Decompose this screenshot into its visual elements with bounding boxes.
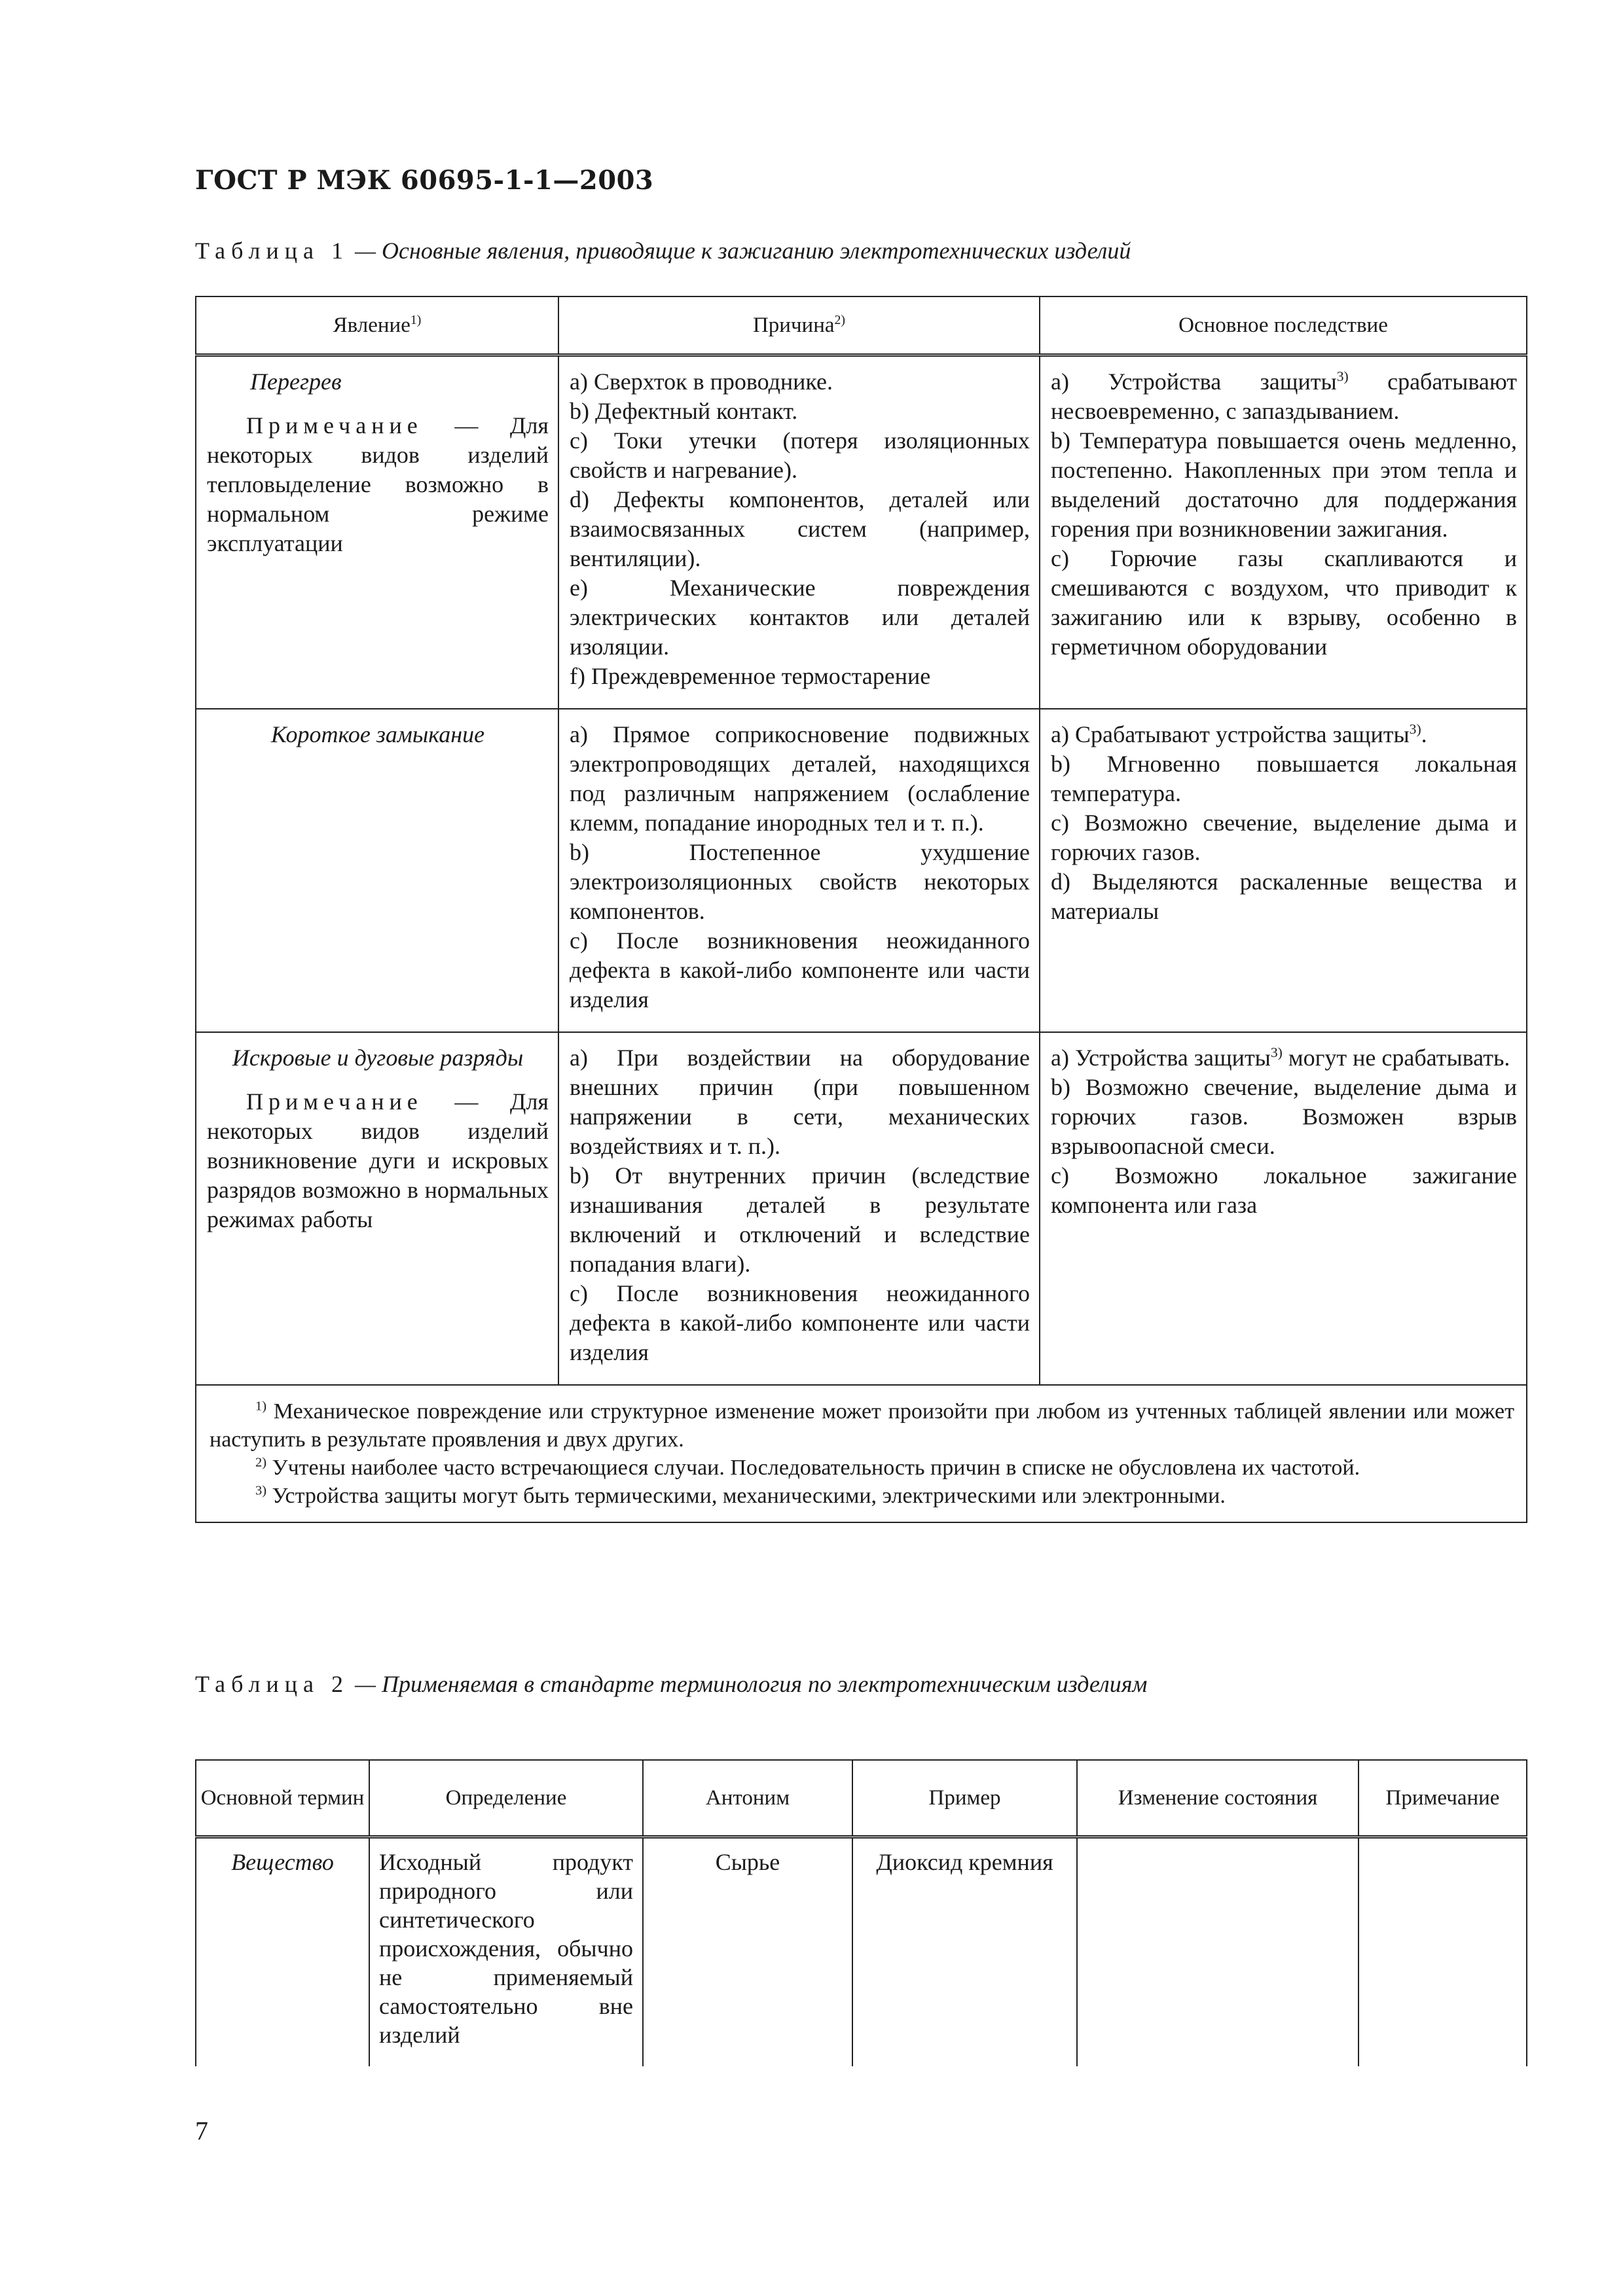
table1-caption-label: Таблица 1	[195, 238, 349, 264]
table-row	[196, 1837, 1527, 2067]
term-cell: Вещество	[196, 1837, 369, 2067]
cause-item: b) От внутренних причин (вследствие изнашивания деталей в результате включений и отключений и вследствие попадания влаги).	[570, 1162, 1030, 1277]
table1	[195, 296, 1527, 1523]
consequence-item: c) Горючие газы скапливаются и смешиваются с воздухом, что приводит к зажиганию или к взрыву, особенно в герметичном оборудовании	[1051, 545, 1517, 660]
table2	[195, 1759, 1527, 2066]
table2-caption-label: Таблица 2	[195, 1671, 349, 1697]
phenomenon-cell	[196, 709, 558, 1032]
document-header: ГОСТ Р МЭК 60695-1-1—2003	[195, 165, 654, 196]
table1-footnotes	[196, 1385, 1527, 1522]
table2-header-example: Пример	[852, 1760, 1077, 1837]
table2-header-antonym: Антоним	[643, 1760, 852, 1837]
cause-item: a) Сверхток в проводнике.	[570, 368, 833, 395]
table2-header-term: Основной термин	[196, 1760, 369, 1837]
phenomenon-cell	[196, 1032, 558, 1385]
phenomenon-cell	[196, 355, 558, 709]
consequence-cell	[1040, 1032, 1527, 1385]
table2-caption-title: — Применяемая в стандарте терминология по электротехническим изделиям	[348, 1671, 1148, 1697]
phenomenon-name: Короткое замыкание	[270, 721, 485, 747]
consequence-item: c) Возможно свечение, выделение дыма и горючих газов.	[1051, 810, 1517, 865]
table2-header-state-change: Изменение состояния	[1077, 1760, 1359, 1837]
cause-cell	[558, 355, 1040, 709]
consequence-item: b) Мгновенно повышается локальная температура.	[1051, 751, 1517, 806]
cause-item: d) Дефекты компонентов, деталей или взаимосвязанных систем (например, вентиляции).	[570, 486, 1030, 571]
phenomenon-note: Примечание — Для некоторых видов изделий тепловыделение возможно в нормальном режиме эксплуатации	[207, 412, 549, 556]
cause-item: f) Преждевременное термостарение	[570, 663, 931, 689]
table-row	[196, 1032, 1527, 1385]
table1-footnotes-row	[196, 1385, 1527, 1522]
cause-item: a) Прямое соприкосновение подвижных электропроводящих деталей, находящихся под различным напряжением (ослабление клемм, попадание инородных тел и т. п.).	[570, 721, 1030, 836]
page-number: 7	[195, 2116, 208, 2145]
definition-cell: Исходный продукт природного или синтетического происхождения, обычно не применяемый самостоятельно вне изделий	[369, 1837, 643, 2067]
consequence-cell	[1040, 355, 1527, 709]
phenomenon-name: Перегрев	[250, 368, 342, 395]
table1-caption	[195, 237, 1131, 264]
consequence-cell	[1040, 709, 1527, 1032]
footnote: $^{3)}$ Устройства защиты могут быть термическими, механическими, электрическими или электронными.	[255, 1483, 1226, 1508]
table1-header-phenomenon: Явление$^{1)}$	[196, 296, 558, 355]
table2-header-definition: Определение	[369, 1760, 643, 1837]
consequence-item: c) Возможно локальное зажигание компонента или газа	[1051, 1162, 1517, 1218]
phenomenon-note: Примечание — Для некоторых видов изделий возникновение дуги и искровых разрядов возможно в нормальных режимах работы	[207, 1088, 549, 1232]
cause-item: e) Механические повреждения электрических контактов или деталей изоляции.	[570, 575, 1030, 660]
cause-cell	[558, 709, 1040, 1032]
footnote: $^{1)}$ Механическое повреждение или структурное изменение может произойти при любом из учтенных таблицей явлении или может наступить в результате проявления и двух других.	[210, 1399, 1514, 1452]
antonym-cell: Сырье	[643, 1837, 852, 2067]
table1-header-consequence: Основное последствие	[1040, 296, 1527, 355]
cause-item: c) Токи утечки (потеря изоляционных свойств и нагревание).	[570, 427, 1030, 483]
consequence-item: b) Возможно свечение, выделение дыма и горючих газов. Возможен взрыв взрывоопасной смеси.	[1051, 1074, 1517, 1159]
consequence-item: a) Устройства защиты$^{3)}$ срабатывают несвоевременно, с запаздыванием.	[1051, 368, 1517, 424]
table-row	[196, 709, 1527, 1032]
table1-caption-title: — Основные явления, приводящие к зажиганию электротехнических изделий	[348, 238, 1131, 264]
table1-header-cause: Причина$^{2)}$	[558, 296, 1040, 355]
cause-cell	[558, 1032, 1040, 1385]
consequence-item: a) Срабатывают устройства защиты$^{3)}$.	[1051, 721, 1427, 747]
footnote: $^{2)}$ Учтены наиболее часто встречающиеся случаи. Последовательность причин в списке не обусловлена их частотой.	[255, 1455, 1360, 1480]
consequence-item: b) Температура повышается очень медленно, постепенно. Накопленных при этом тепла и выделений достаточно для поддержания горения при возникновении зажигания.	[1051, 427, 1517, 542]
table2-caption	[195, 1670, 1147, 1698]
state-change-cell	[1077, 1837, 1359, 2067]
cause-item: b) Дефектный контакт.	[570, 398, 798, 424]
table2-header-note: Примечание	[1359, 1760, 1527, 1837]
note-cell	[1359, 1837, 1527, 2067]
consequence-item: a) Устройства защиты$^{3)}$ могут не срабатывать.	[1051, 1045, 1510, 1071]
consequence-item: d) Выделяются раскаленные вещества и материалы	[1051, 869, 1517, 924]
table-row	[196, 355, 1527, 709]
cause-item: b) Постепенное ухудшение электроизоляционных свойств некоторых компонентов.	[570, 839, 1030, 924]
cause-item: c) После возникновения неожиданного дефекта в какой-либо компоненте или части изделия	[570, 927, 1030, 1013]
cause-item: a) При воздействии на оборудование внешних причин (при повышенном напряжении в сети, механических воздействиях и т. п.).	[570, 1045, 1030, 1159]
example-cell: Диоксид кремния	[852, 1837, 1077, 2067]
phenomenon-name: Искровые и дуговые разряды	[232, 1045, 524, 1071]
cause-item: c) После возникновения неожиданного дефекта в какой-либо компоненте или части изделия	[570, 1280, 1030, 1365]
